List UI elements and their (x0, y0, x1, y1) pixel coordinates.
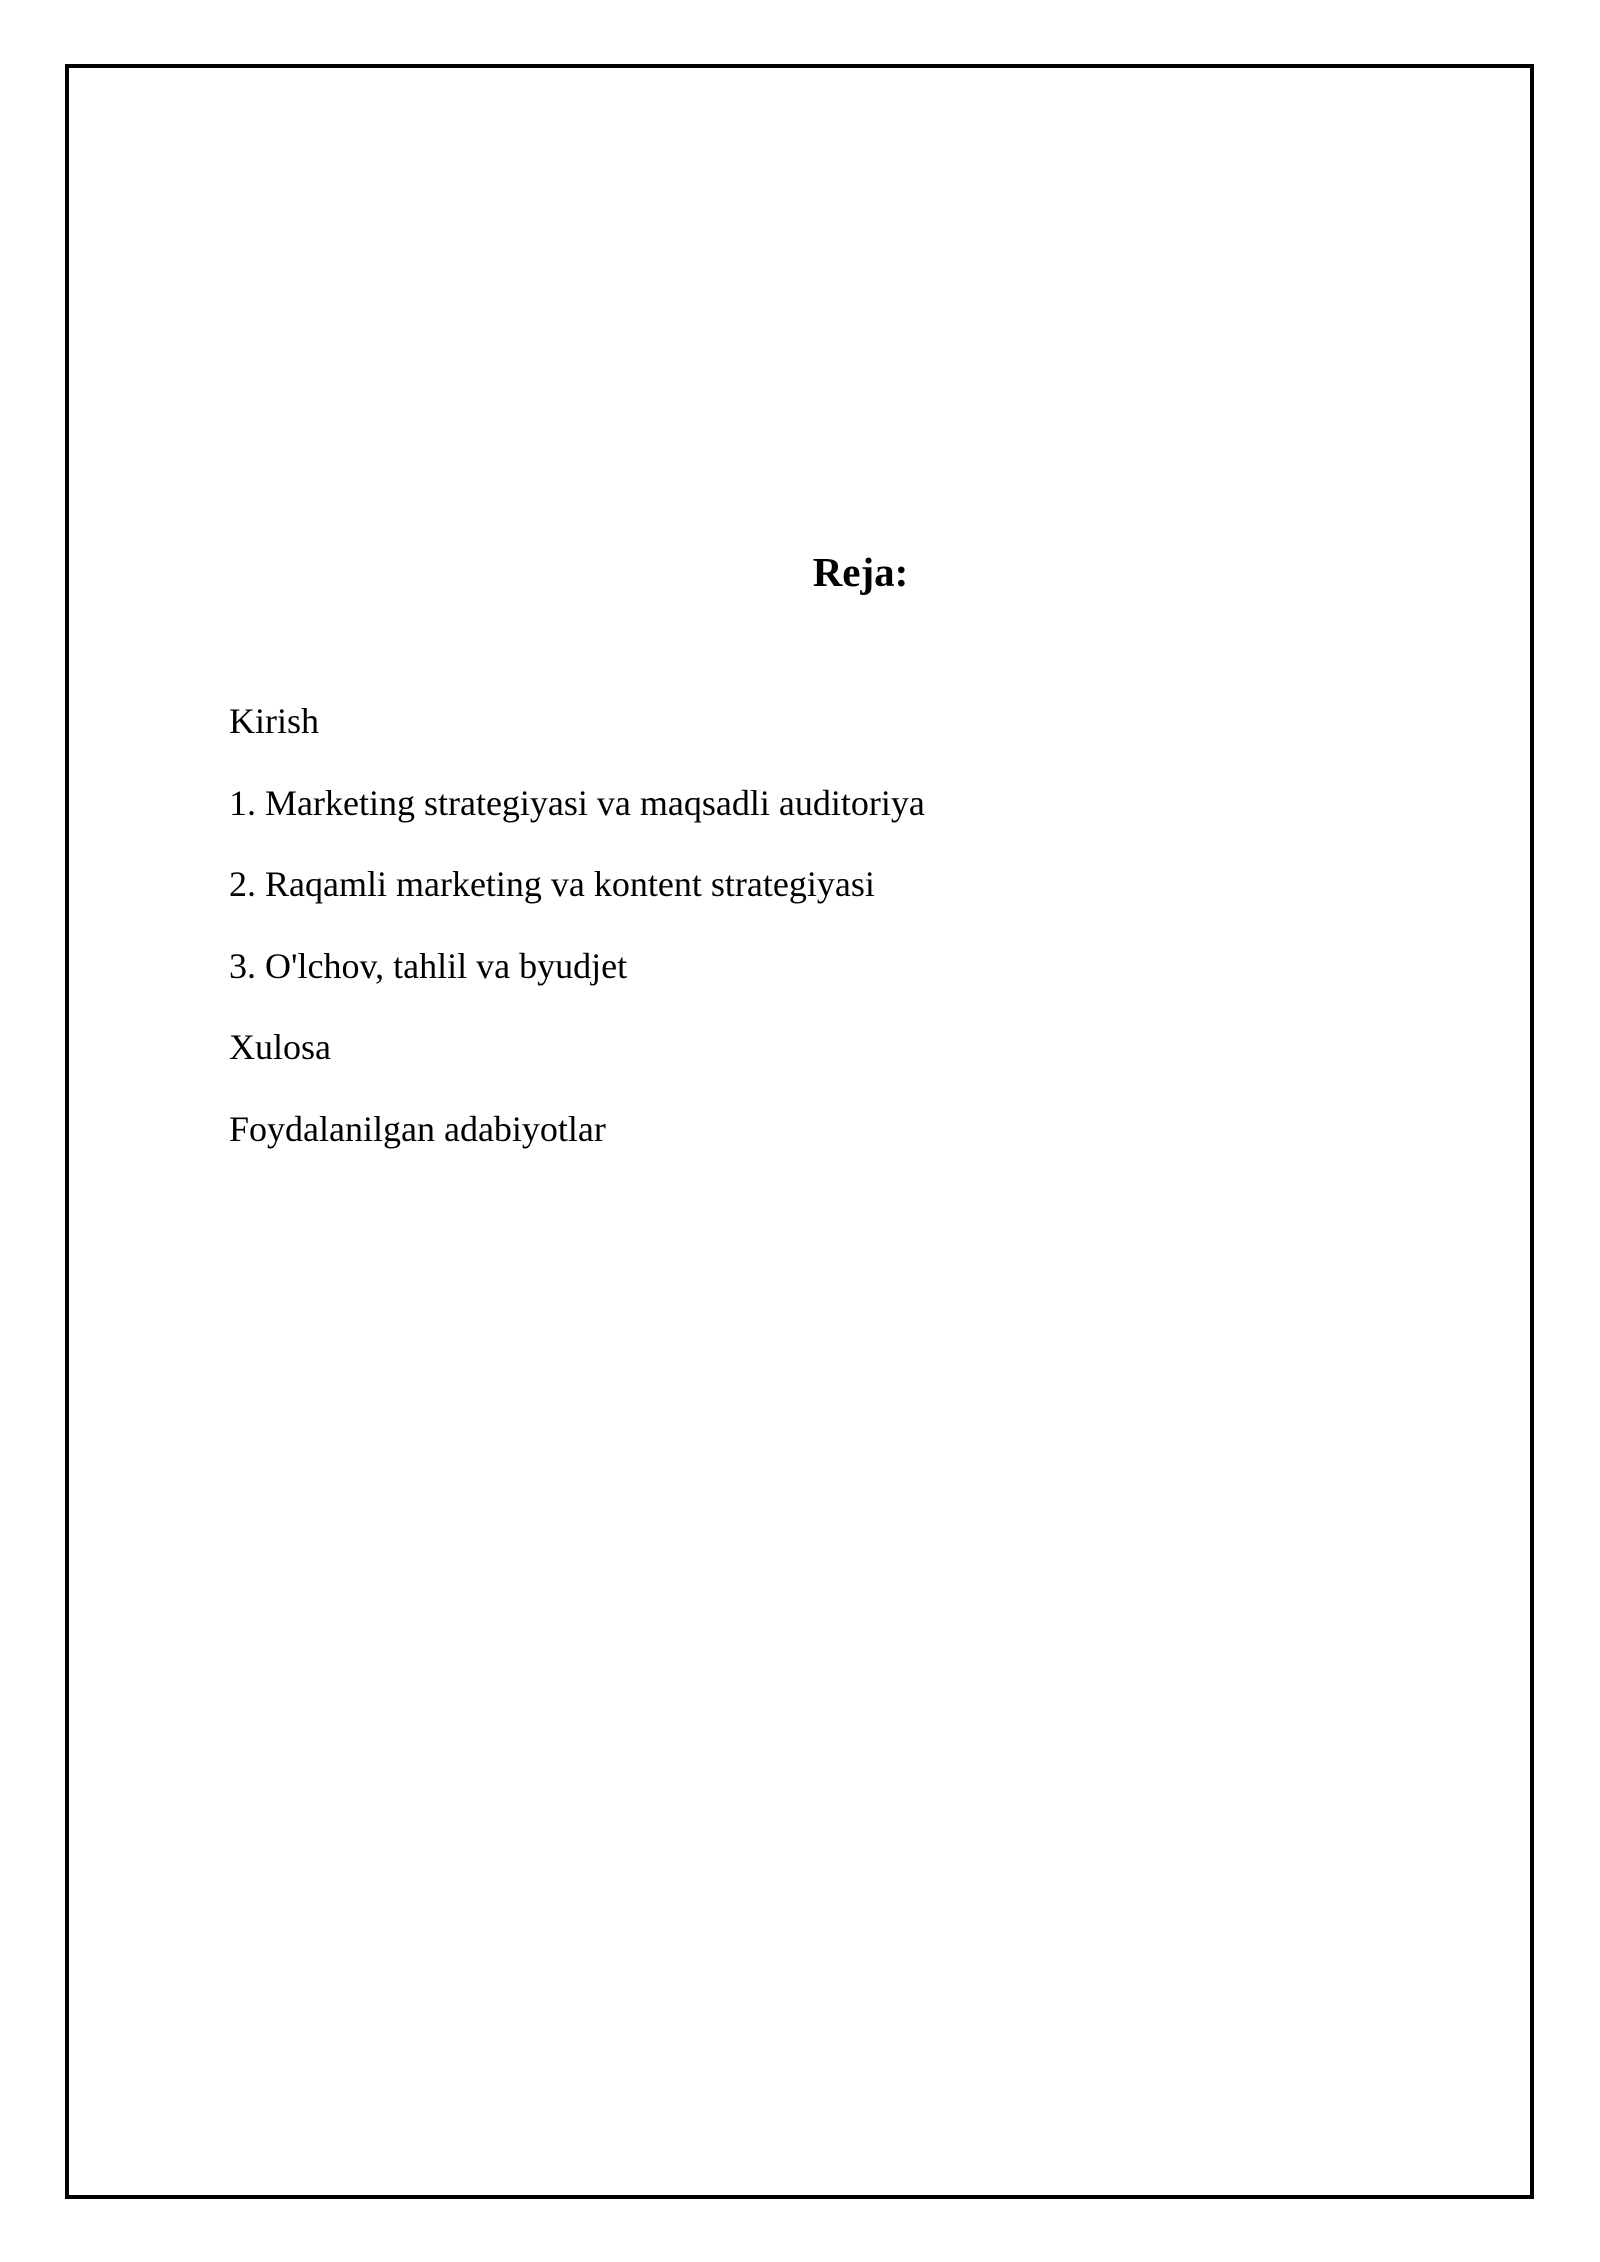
page-title: Reja: (812, 549, 909, 595)
plan-item-chapter-2: 2. Raqamli marketing va kontent strategiyasi (229, 864, 875, 904)
plan-item-references: Foydalanilgan adabiyotlar (229, 1108, 606, 1149)
plan-list (229, 700, 925, 1189)
plan-item-chapter-1: 1. Marketing strategiyasi va maqsadli auditoriya (229, 782, 925, 823)
plan-item-conclusion: Xulosa (229, 1027, 331, 1067)
plan-item-introduction: Kirish (229, 701, 319, 741)
plan-item-chapter-3: 3. O'lchov, tahlil va byudjet (229, 945, 628, 986)
